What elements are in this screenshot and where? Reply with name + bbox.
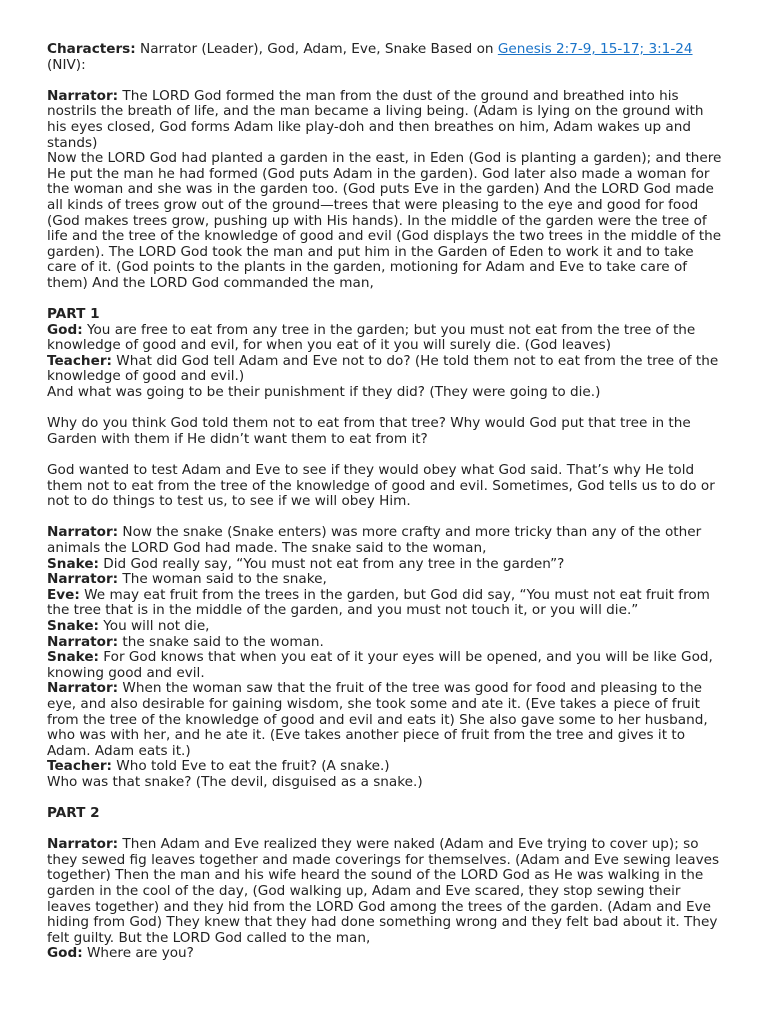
speaker-label: Narrator: (47, 680, 119, 697)
speaker-label: Snake: (47, 555, 99, 572)
spacer (47, 73, 722, 89)
characters-text: Narrator (Leader), God, Adam, Eve, Snake Based on (135, 41, 498, 57)
speaker-label: God: (47, 945, 83, 962)
line-text: Who was that snake? (The devil, disguised as a snake.) (47, 773, 423, 790)
speaker-label: Eve: (47, 586, 80, 603)
line-text: You will not die, (98, 617, 210, 634)
dialogue-line (47, 759, 722, 775)
part1-god-line (47, 323, 722, 354)
part1-heading: PART 1 (47, 306, 100, 323)
line-text: Then Adam and Eve realized they were naked (Adam and Eve trying to cover up); so they sewed fig leaves together and made coverings for themselves. (Adam and Eve sewing leaves together) Then the man and his wife heard the sound of the LORD God as He was walking in the garden in the cool of the day, (God walking up, Adam and Eve scared, they stop sewing their leaves together) and they hid from the LORD God among the trees of the garden. (Adam and Eve hiding from God) They knew that they had done something wrong and they felt bad about it. They felt guilty. But the LORD God called to the man, (47, 836, 720, 946)
speaker-label: Narrator: (47, 524, 119, 541)
line-text: When the woman saw that the fruit of the tree was good for food and pleasing to the eye, and also desirable for gaining wisdom, she took some and ate it. (Eve takes a piece of fruit from the tree of the knowledge of good and evil and eats it) She also gave some to her husband, who was with her, and he ate it. (Eve takes another piece of fruit from the tree and gives it to Adam. Adam eats it.) (47, 680, 708, 759)
spacer (47, 510, 722, 526)
spacer (47, 292, 722, 308)
dialogue-line (47, 588, 722, 619)
line-text: Who told Eve to eat the fruit? (A snake.) (111, 758, 390, 775)
line-text: Now the snake (Snake enters) was more crafty and more tricky than any of the other animals the LORD God had made. The snake said to the woman, (47, 524, 702, 556)
dialogue-line (47, 650, 722, 681)
speaker-label: Teacher: (47, 352, 112, 369)
speaker-label: Narrator: (47, 87, 119, 104)
spacer (47, 401, 722, 417)
scripture-link[interactable]: Genesis 2:7-9, 15-17; 3:1-24 (497, 41, 693, 57)
line-text: The LORD God formed the man from the dust of the ground and breathed into his nostrils the breath of life, and the man became a living being. (Adam is lying on the ground with his eyes closed, God forms Adam like play-doh and then breathes on him, Adam wakes up and stands) (47, 87, 704, 151)
part1-teacher-line (47, 354, 722, 385)
line-text: Did God really say, “You must not eat from any tree in the garden”? (98, 555, 565, 572)
dialogue-line (47, 635, 722, 651)
line-text: We may eat fruit from the trees in the garden, but God did say, “You must not eat fruit from the tree that is in the middle of the garden, and you must not touch it, or you will die.” (47, 586, 710, 619)
line-text: For God knows that when you eat of it your eyes will be opened, and you will be like God, knowing good and evil. (47, 649, 713, 681)
speaker-label: Narrator: (47, 836, 119, 853)
line-text: You are free to eat from any tree in the garden; but you must not eat from the tree of the knowledge of good and evil, for when you eat of it you will surely die. (God leaves) (47, 321, 696, 354)
part1-punishment-line (47, 385, 722, 401)
part2-heading: PART 2 (47, 805, 100, 822)
dialogue-line (47, 572, 722, 588)
intro-narrator-1 (47, 89, 722, 151)
part1-question: Why do you think God told them not to eat from that tree? Why would God put that tree in the Garden with them if He didn’t want them to eat from it? (47, 415, 691, 447)
part2-god-line (47, 946, 722, 962)
characters-label: Characters: (47, 41, 136, 57)
speaker-label: Teacher: (47, 758, 112, 775)
speaker-label: God: (47, 321, 83, 338)
spacer (47, 791, 722, 807)
part2-narrator-line (47, 837, 722, 946)
intro-narrator-2 (47, 151, 722, 291)
speaker-label: Narrator: (47, 633, 119, 650)
line-text: Where are you? (82, 945, 194, 962)
speaker-label: Snake: (47, 617, 99, 634)
line-text: And what was going to be their punishment if they did? (They were going to die.) (47, 384, 601, 401)
line-text: The woman said to the snake, (118, 571, 327, 588)
bible-version: (NIV): (47, 56, 86, 73)
speaker-label: Narrator: (47, 571, 119, 588)
speaker-label: Snake: (47, 649, 99, 666)
line-text: the snake said to the woman. (118, 633, 324, 650)
spacer (47, 447, 722, 463)
dialogue-line (47, 619, 722, 635)
dialogue-line (47, 775, 722, 791)
characters-line (47, 42, 722, 73)
spacer (47, 822, 722, 838)
line-text: Now the LORD God had planted a garden in the east, in Eden (God is planting a garden); and there He put the man he had formed (God puts Adam in the garden). God later also made a woman for the woman and she was in the garden too. (God puts Eve in the garden) And the LORD God made all kinds of trees grow out of the ground—trees that were pleasing to the eye and good for food (God makes trees grow, pushing up with His hands). In the middle of the garden were the tree of life and the tree of the knowledge of good and evil (God displays the two trees in the middle of the garden). The LORD God took the man and put him in the Garden of Eden to work it and to take care of it. (God points to the plants in the garden, motioning for Adam and Eve to take care of them) And the LORD God commanded the man, (47, 150, 722, 291)
part1-explanation: God wanted to test Adam and Eve to see if they would obey what God said. That’s why He told them not to eat from the tree of the knowledge of good and evil. Sometimes, God tells us to do or not to do things to test us, to see if we will obey Him. (47, 462, 715, 510)
dialogue-line (47, 681, 722, 759)
line-text: What did God tell Adam and Eve not to do? (He told them not to eat from the tree of the knowledge of good and evil.) (47, 352, 719, 385)
dialogue-line (47, 557, 722, 573)
dialogue-line (47, 525, 722, 556)
